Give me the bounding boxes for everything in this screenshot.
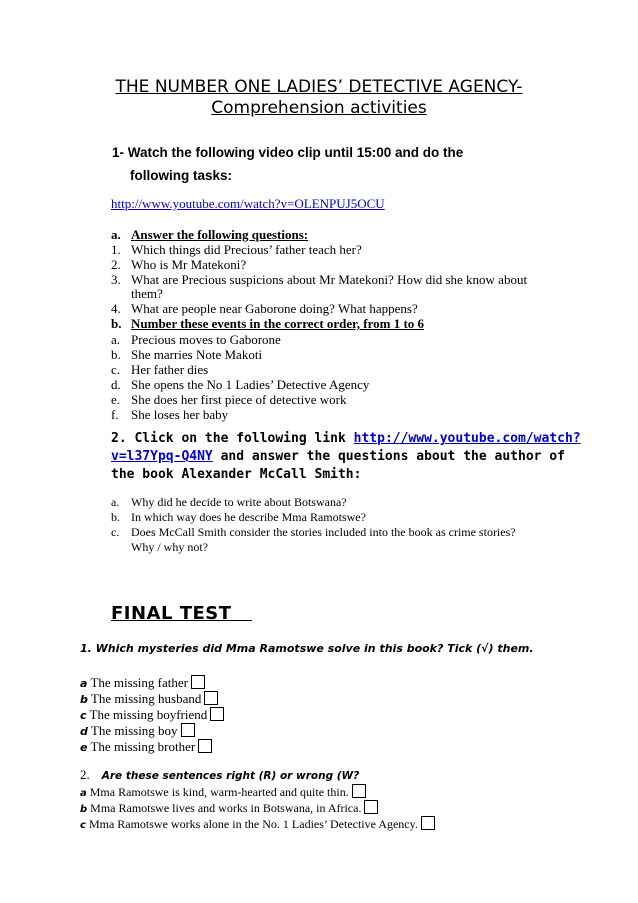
final-question-1: 1. Which mysteries did Mma Ramotswe solve in this book? Tick (√) them. — [80, 642, 534, 655]
statement-letter: a — [80, 788, 87, 799]
tick-checkbox[interactable] — [204, 691, 218, 705]
mystery-option — [80, 707, 224, 723]
event-label: a. — [111, 332, 121, 347]
video-link-2-part2[interactable]: v=l37Ypq-Q4NY — [111, 449, 213, 464]
event-text: She marries Note Makoti — [131, 347, 263, 362]
task-a-label: a. — [111, 227, 121, 242]
section1-heading-line1: 1- Watch the following video clip until 15:00 and do the — [112, 145, 464, 160]
answer-box[interactable] — [352, 784, 366, 798]
author-question-b-text: In which way does he describe Mma Ramotswe? — [131, 510, 366, 524]
question-3-cont: them? — [131, 286, 163, 301]
author-question-a: a. Why did he decide to write about Botswana? — [111, 495, 347, 509]
option-letter: a — [80, 677, 88, 690]
section2-line3: the book Alexander McCall Smith: — [111, 467, 362, 482]
option-letter: b — [80, 693, 88, 706]
option-letter: d — [80, 725, 88, 738]
final-question-2 — [80, 766, 359, 784]
final-question-2-text: Are these sentences right (R) or wrong (W? — [101, 770, 360, 782]
question-4-text: What are people near Gaborone doing? What happens? — [131, 301, 418, 316]
tick-checkbox[interactable] — [198, 739, 212, 753]
question-3: 3. What are Precious suspicions about Mr Matekoni? How did she know about — [111, 272, 528, 287]
event-label: d. — [111, 377, 121, 392]
question-2-text: Who is Mr Matekoni? — [131, 257, 247, 272]
mystery-option — [80, 739, 212, 755]
tick-checkbox[interactable] — [181, 723, 195, 737]
statement-item — [80, 816, 435, 832]
author-question-c-text: Does McCall Smith consider the stories included into the book as crime stories? — [131, 525, 516, 539]
question-4: 4. What are people near Gaborone doing? What happens? — [111, 301, 418, 316]
statement-text: Mma Ramotswe is kind, warm-hearted and quite thin. — [89, 785, 349, 799]
mystery-option — [80, 675, 205, 691]
option-text: The missing boy — [90, 723, 178, 738]
mystery-option — [80, 723, 195, 739]
statement-item — [80, 784, 366, 800]
author-question-c-cont: Why / why not? — [131, 540, 208, 554]
section2-line2 — [111, 449, 565, 464]
task-a-item — [111, 227, 308, 243]
video-link-2-part1[interactable]: http://www.youtube.com/watch? — [353, 431, 581, 446]
section2-intro: 2. Click on the following link — [111, 431, 354, 446]
task-b-item — [111, 316, 424, 332]
event-item — [111, 377, 369, 393]
statement-text: Mma Ramotswe lives and works in Botswana, in Africa. — [90, 801, 362, 815]
event-item — [111, 362, 208, 378]
mystery-option — [80, 691, 218, 707]
section2-line1 — [111, 431, 581, 446]
section2-instruction: and answer the questions about the author of — [212, 449, 565, 464]
option-text: The missing father — [90, 675, 188, 690]
tick-checkbox[interactable] — [191, 675, 205, 689]
section1-heading-line2: following tasks: — [130, 168, 233, 183]
event-item — [111, 347, 262, 363]
event-label: e. — [111, 392, 121, 407]
event-text: She does her first piece of detective work — [131, 392, 347, 407]
event-item — [111, 332, 281, 348]
event-item — [111, 392, 347, 408]
statement-item — [80, 800, 378, 816]
title-line-1: THE NUMBER ONE LADIES’ DETECTIVE AGENCY- — [115, 77, 523, 97]
event-text: She loses her baby — [131, 407, 229, 422]
task-b-label: b. — [111, 316, 122, 331]
question-2: 2. Who is Mr Matekoni? — [111, 257, 247, 272]
option-text: The missing brother — [90, 739, 196, 754]
author-question-c: c. Does McCall Smith consider the stories included into the book as crime stories? — [111, 525, 516, 539]
question-1: 1. Which things did Precious’ father teach her? — [111, 242, 362, 257]
option-text: The missing husband — [90, 691, 202, 706]
option-letter: c — [80, 709, 87, 722]
task-b-text: Number these events in the correct order, from 1 to 6 — [131, 316, 425, 331]
final-question-2-number: 2. — [80, 767, 90, 782]
option-text: The missing boyfriend — [89, 707, 208, 722]
event-label: f. — [111, 407, 119, 422]
event-label: c. — [111, 362, 121, 377]
video-link-1[interactable]: http://www.youtube.com/watch?v=OLENPUJ5OCU — [111, 196, 385, 211]
option-letter: e — [80, 741, 88, 754]
tick-checkbox[interactable] — [210, 707, 224, 721]
author-question-b: b. In which way does he describe Mma Ramotswe? — [111, 510, 366, 524]
task-a-text: Answer the following questions: — [131, 227, 309, 242]
statement-letter: b — [80, 804, 88, 815]
answer-box[interactable] — [364, 800, 378, 814]
statement-letter: c — [80, 820, 86, 831]
event-text: Precious moves to Gaborone — [131, 332, 281, 347]
author-question-a-text: Why did he decide to write about Botswana? — [131, 495, 347, 509]
event-text: Her father dies — [131, 362, 209, 377]
final-test-heading: FINAL TEST — [111, 603, 232, 624]
question-3-text: What are Precious suspicions about Mr Matekoni? How did she know about — [131, 272, 528, 287]
event-label: b. — [111, 347, 121, 362]
question-1-text: Which things did Precious’ father teach her? — [131, 242, 362, 257]
answer-box[interactable] — [421, 816, 435, 830]
event-text: She opens the No 1 Ladies’ Detective Agency — [131, 377, 370, 392]
statement-text: Mma Ramotswe works alone in the No. 1 Ladies’ Detective Agency. — [88, 817, 418, 831]
title-line-2: Comprehension activities — [211, 98, 427, 118]
event-item — [111, 407, 228, 423]
